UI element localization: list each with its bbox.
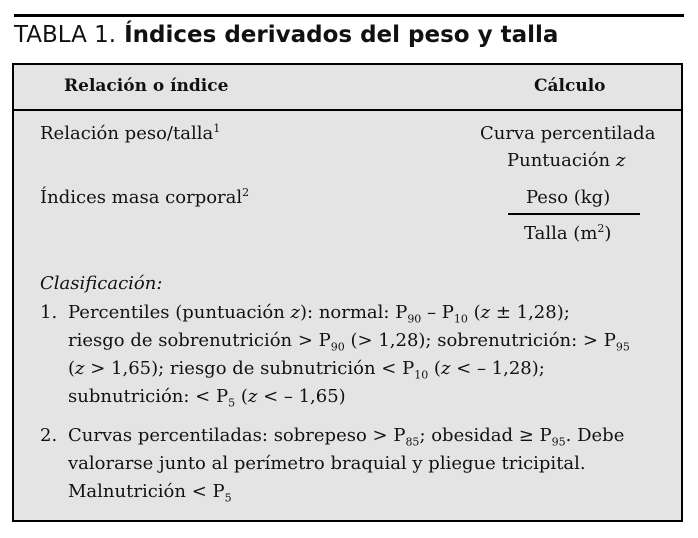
item2-line1: Curvas percentiladas: sobrepeso > $P_{85}$; obesidad ≥ $P_{95}$. Debe	[68, 425, 625, 449]
item2-line2: valorarse junto al perímetro braquial y pliegue tricipital.	[68, 453, 586, 474]
row-relation-calc-line2: Puntuación z	[507, 150, 626, 171]
item2-number: 2.	[40, 425, 58, 446]
row-relation-calc-line1: Curva percentilada	[480, 123, 656, 144]
item1-line4: subnutrición: < $P_5$ (z < – 1,65)	[68, 386, 346, 410]
bmi-denominator: Talla $(m^2)$	[524, 222, 612, 244]
header-relation: Relación o índice	[64, 76, 229, 96]
item1-line1: Percentiles (puntuación z): normal: $P_{90} - P_{10}$ (z ± 1,28);	[68, 302, 570, 326]
item1-line2: riesgo de sobrenutrición > $P_{90}$ (> 1,28); sobrenutrición: > $P_{95}$	[68, 330, 630, 354]
fraction-line	[508, 213, 640, 215]
row-bmi-label: Índices masa corporal$^2$	[40, 186, 250, 208]
top-rule	[14, 14, 684, 17]
table-box	[12, 63, 683, 522]
table-header	[14, 65, 681, 111]
header-calc: Cálculo	[534, 76, 606, 96]
item2-line3: Malnutrición < $P_5$	[68, 481, 232, 505]
table-number: TABLA 1.	[14, 22, 117, 48]
row-relation-label: Relación peso/talla$^1$	[40, 122, 221, 144]
table-title-text: Índices derivados del peso y talla	[124, 22, 559, 48]
bmi-numerator: Peso (kg)	[526, 187, 611, 208]
item1-line3: (z > 1,65); riesgo de subnutrición < $P_{10}$ (z < – 1,28);	[68, 358, 545, 382]
table-title	[14, 22, 558, 48]
classification-heading: Clasificación:	[40, 273, 163, 294]
item1-number: 1.	[40, 302, 58, 323]
